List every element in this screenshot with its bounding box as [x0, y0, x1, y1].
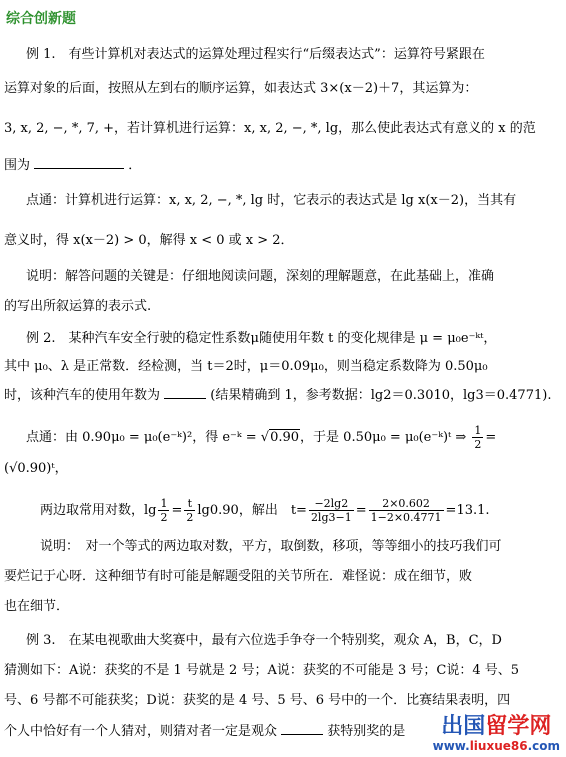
fraction-denominator: 2: [186, 511, 194, 524]
ex3-line-4-text: 个人中恰好有一个人猜对，则猜对者一定是观众: [4, 724, 278, 739]
ex2-line-3: [4, 386, 551, 405]
sqrt-value: 0.90: [270, 430, 300, 445]
ex1-line-4: [4, 156, 141, 175]
ex2-line-1: 例 2. 某种汽车安全行驶的稳定性系数μ随使用年数 t 的变化规律是 μ = μ₀e⁻ᵏᵗ，: [26, 331, 497, 346]
ex2-tip-text-b: ，于是 0.50μ₀ = μ₀(e⁻ᵏ)ᵗ ⇒: [300, 430, 467, 445]
ex2-tip-l3-b: =: [171, 503, 183, 518]
fraction: [369, 497, 444, 524]
watermark-logo-text: 出国留学网: [441, 714, 552, 739]
ex2-note-line-1: 说明： 对一个等式的两边取对数，平方，取倒数，移项，等等细小的技巧我们可: [40, 539, 502, 554]
watermark-url: www.liuxue86.com: [432, 739, 560, 753]
fraction-denominator: 2lg3−1: [310, 511, 352, 524]
fraction-numerator: 2×0.602: [369, 497, 444, 511]
ex2-tip-text-a: 点通：由 0.90μ₀ = μ₀(e⁻ᵏ)²，得 e⁻ᵏ =: [26, 430, 261, 445]
ex2-tip-l3-c: lg0.90，解出 t=: [197, 503, 307, 518]
ex1-note-line-1: 说明：解答问题的关键是：仔细地阅读问题，深刻的理解题意，在此基础上，准确: [26, 269, 495, 284]
ex2-tip-l3-a: 两边取常用对数，lg: [40, 503, 157, 518]
ex3-line-3: 号、6 号都不可能获奖；D说：获奖的是 4 号、5 号、6 号中的一个．比赛结果表明，四: [4, 693, 511, 708]
ex2-note-line-3: 也在细节．: [4, 599, 70, 614]
ex2-tip-line-1: 点通：由 0.90μ₀ = μ₀(e⁻ᵏ)²，得 e⁻ᵏ = √0.90，于是 0.50μ₀ = μ₀(e⁻ᵏ)ᵗ ⇒ $\frac{1}{2}$ =: [26, 424, 497, 451]
ex2-note-line-2: 要烂记于心呀．这种细节有时可能是解题受阻的关节所在．难怪说：成在细节，败: [4, 569, 473, 584]
ex2-tip-l3-e: =13.1.: [445, 503, 490, 518]
ex1-line-4-text: 围为: [4, 158, 31, 173]
ex1-line-4-end: ．: [128, 158, 142, 173]
answer-blank: [281, 722, 323, 735]
fraction-numerator: 1: [474, 424, 482, 437]
ex2-line-2: 其中 μ₀、λ 是正常数．经检测，当 t＝2时，μ＝0.09μ₀，则当稳定系数降为 0.50μ₀: [4, 359, 488, 374]
ex1-tip-line-2: 意义时，得 x(x－2) > 0，解得 x < 0 或 x > 2．: [4, 233, 294, 248]
site-watermark: [433, 715, 560, 753]
ex3-line-1: 例 3. 在某电视歌曲大奖赛中，最有六位选手争夺一个特别奖，观众 A，B，C，D: [26, 633, 502, 648]
fraction: [472, 424, 483, 451]
ex2-line-3-text: 时，该种汽车的使用年数为: [4, 388, 161, 403]
fraction: [309, 497, 354, 524]
fraction-numerator: 1: [160, 497, 168, 510]
answer-blank: [34, 156, 124, 169]
fraction-denominator: 2: [474, 438, 482, 451]
ex3-line-2: 猜测如下：A说：获奖的不是 1 号就是 2 号；A说：获奖的不可能是 3 号；C说：4 号、5: [4, 663, 520, 678]
fraction: [184, 497, 195, 524]
section-title: 综合创新题: [6, 11, 76, 27]
ex1-line-2: 运算对象的后面，按照从左到右的顺序运算，如表达式 3×(x－2)＋7，其运算为：: [4, 81, 478, 96]
ex2-tip-text-c: =: [485, 430, 497, 445]
fraction-numerator: t: [184, 497, 195, 511]
fraction-numerator: −2lg2: [309, 497, 354, 511]
ex2-tip-line-3: [40, 496, 490, 526]
ex1-line-3: 3, x, 2, −, *, 7, +，若计算机进行运算：x, x, 2, −, *, lg，那么使此表达式有意义的 x 的范: [4, 121, 536, 136]
fraction-denominator: 2: [160, 511, 168, 524]
ex3-line-4-end: 获特别奖的是: [327, 724, 406, 739]
fraction: [158, 497, 169, 524]
ex3-line-4: [4, 722, 405, 741]
ex1-line-1: 例 1. 有些计算机对表达式的运算处理过程实行“后缀表达式”：运算符号紧跟在: [26, 47, 485, 62]
answer-blank: [164, 386, 206, 399]
ex2-tip-line-2: (√0.90)ᵗ，: [4, 461, 68, 476]
ex1-tip-line-1: 点通：计算机进行运算：x, x, 2, −, *, lg 时，它表示的表达式是 lg x(x－2)，当其有: [26, 193, 517, 208]
fraction-denominator: 1−2×0.4771: [370, 511, 442, 524]
ex2-tip-l3-d: =: [355, 503, 367, 518]
ex2-line-3-ref: (结果精确到 1，参考数据：lg2＝0.3010，lg3＝0.4771).: [210, 388, 552, 403]
ex1-note-line-2: 的写出所叙运算的表示式.: [4, 299, 152, 314]
